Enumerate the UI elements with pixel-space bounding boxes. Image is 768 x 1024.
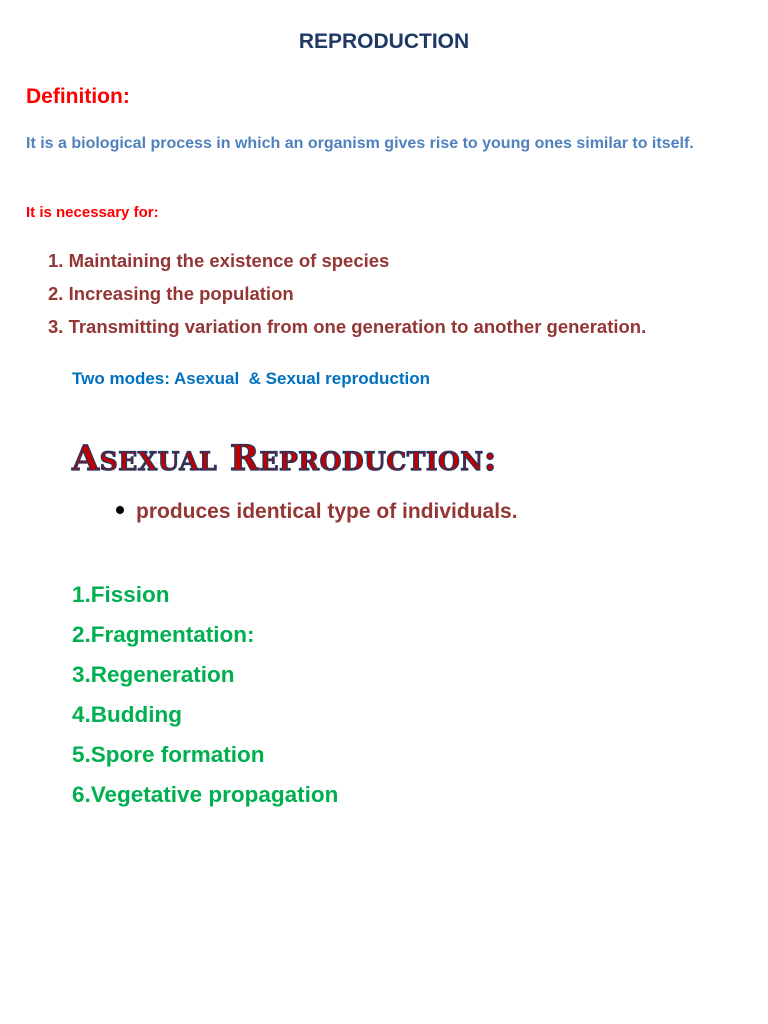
asexual-bullet-text: produces identical type of individuals.	[136, 500, 518, 523]
necessity-item: 2. Increasing the population	[48, 283, 294, 304]
asexual-heading: Asexual Reproduction:	[72, 438, 498, 479]
necessity-heading: It is necessary for:	[26, 204, 159, 221]
necessity-item: 1. Maintaining the existence of species	[48, 250, 390, 271]
method-item: 1.Fission	[72, 582, 170, 607]
asexual-bullet	[116, 500, 518, 524]
necessity-list	[48, 244, 646, 343]
definition-text: It is a biological process in which an organism gives rise to young ones similar to itself.	[26, 135, 694, 152]
asexual-methods-list	[72, 575, 338, 815]
method-item: 5.Spore formation	[72, 742, 265, 767]
page-title: REPRODUCTION	[298, 30, 470, 53]
method-item: 4.Budding	[72, 702, 182, 727]
necessity-item: 3. Transmitting variation from one generation to another generation.	[48, 316, 647, 337]
definition-heading: Definition:	[26, 85, 130, 108]
method-item: 3.Regeneration	[72, 662, 235, 687]
modes-line: Two modes: Asexual & Sexual reproduction	[72, 369, 431, 388]
bullet-dot-icon	[116, 506, 124, 514]
method-item: 2.Fragmentation:	[72, 622, 255, 647]
method-item: 6.Vegetative propagation	[72, 782, 339, 807]
